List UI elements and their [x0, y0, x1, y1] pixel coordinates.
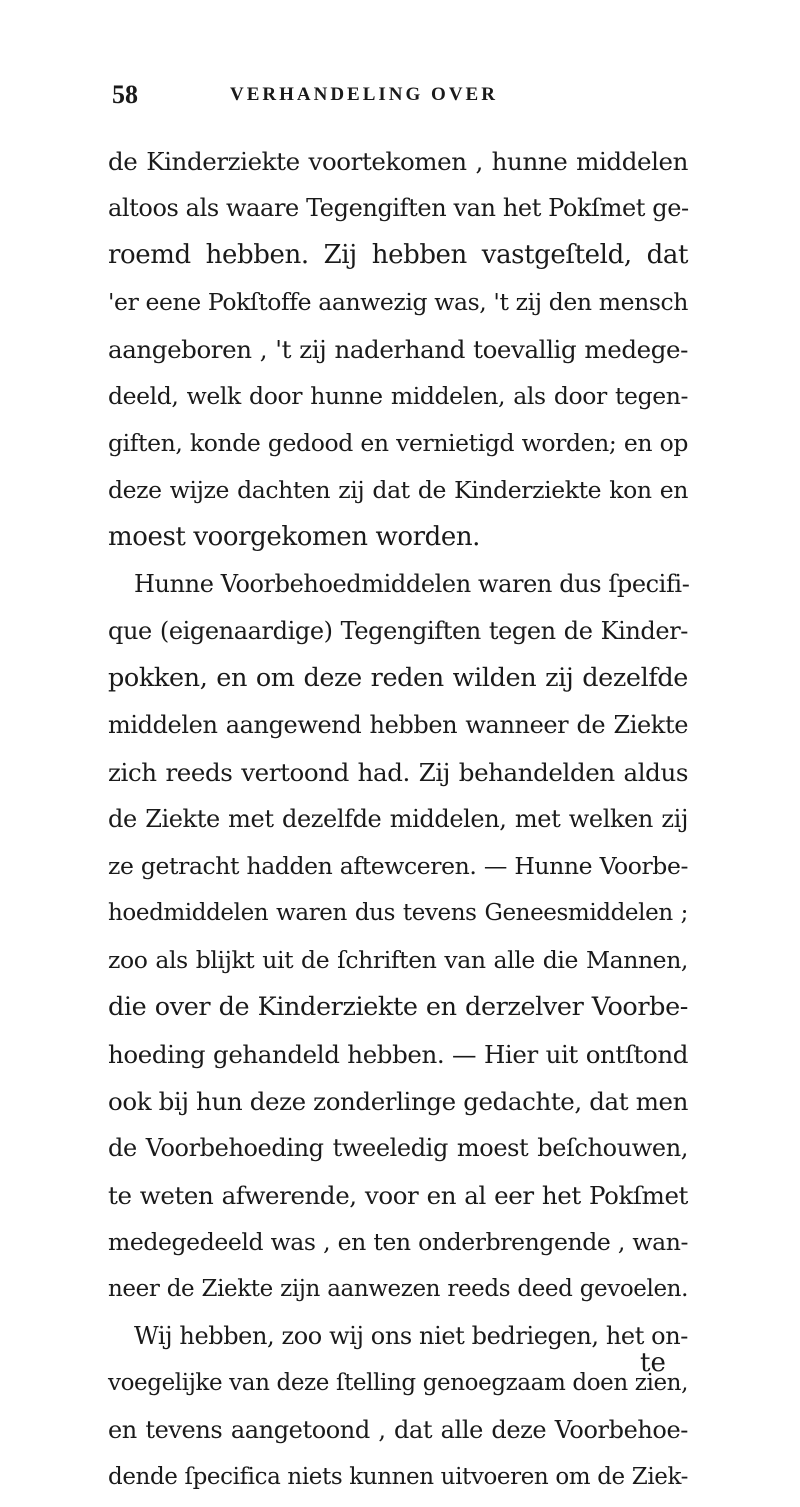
text-line: deze wijze dachten zij dat de Kinderziekte kon en	[108, 476, 688, 504]
text-line: hoeding gehandeld hebben. — Hier uit ontſtond	[108, 1040, 688, 1069]
text-line: ook bij hun deze zonderlinge gedachte, dat men	[108, 1087, 688, 1116]
text-line: de Kinderziekte voortekomen , hunne middelen	[108, 147, 688, 176]
text-line: altoos als waare Tegengiften van het Pokſmet ge-	[108, 194, 689, 222]
text-line: te weten afwerende, voor en al eer het Pokſmet	[108, 1181, 688, 1210]
text-line: middelen aangewend hebben wanneer de Ziekte	[108, 711, 688, 739]
text-line: deeld, welk door hunne middelen, als door tegen-	[108, 382, 688, 410]
text-line: Wij hebben, zoo wij ons niet bedriegen, het on-	[134, 1322, 688, 1350]
text-line: 'er eene Pokſtoffe aanwezig was, 't zij den mensch	[108, 288, 688, 316]
text-line: roemd hebben. Zij hebben vastgeſteld, dat	[108, 240, 688, 270]
running-head: VERHANDELING OVER	[230, 84, 498, 105]
page-number: 58	[112, 80, 138, 109]
text-line: hoedmiddelen waren dus tevens Geneesmiddelen ;	[108, 900, 688, 926]
text-line: aangeboren , 't zij naderhand toevallig medege-	[108, 335, 688, 364]
text-line: medegedeeld was , en ten onderbrengende , wan-	[108, 1228, 688, 1256]
text-line: die over de Kinderziekte en derzelver Voorbe-	[108, 992, 688, 1022]
text-line: zich reeds vertoond had. Zij behandelden aldus	[108, 758, 688, 787]
body-text	[108, 138, 688, 1501]
text-line: giften, konde gedood en vernietigd worden; en op	[108, 429, 688, 457]
text-line: que (eigenaardige) Tegengiften tegen de Kinder-	[108, 617, 688, 645]
text-line: dende ſpecifica niets kunnen uitvoeren om de Ziek-	[108, 1464, 688, 1490]
text-line: zoo als blijkt uit de ſchriften van alle die Mannen,	[108, 946, 688, 974]
text-line: de Voorbehoeding tweeledig moest beſchouwen,	[108, 1134, 688, 1162]
page-header	[112, 80, 672, 114]
text-line: pokken, en om deze reden wilden zij dezelfde	[108, 663, 688, 693]
text-line: en tevens aangetoond , dat alle deze Voorbehoe-	[108, 1416, 688, 1444]
text-line: moest voorgekomen worden.	[108, 522, 481, 552]
text-line: de Ziekte met dezelfde middelen, met welken zij	[108, 805, 688, 833]
text-line: ze getracht hadden aftewceren. — Hunne Voorbe-	[108, 852, 688, 880]
text-line: neer de Ziekte zijn aanwezen reeds deed gevoelen.	[108, 1276, 688, 1302]
catchword: te	[640, 1348, 666, 1378]
text-line: voegelijke van deze ſtelling genoegzaam doen zien,	[108, 1370, 688, 1396]
text-line: Hunne Voorbehoedmiddelen waren dus ſpecifi-	[134, 570, 690, 598]
